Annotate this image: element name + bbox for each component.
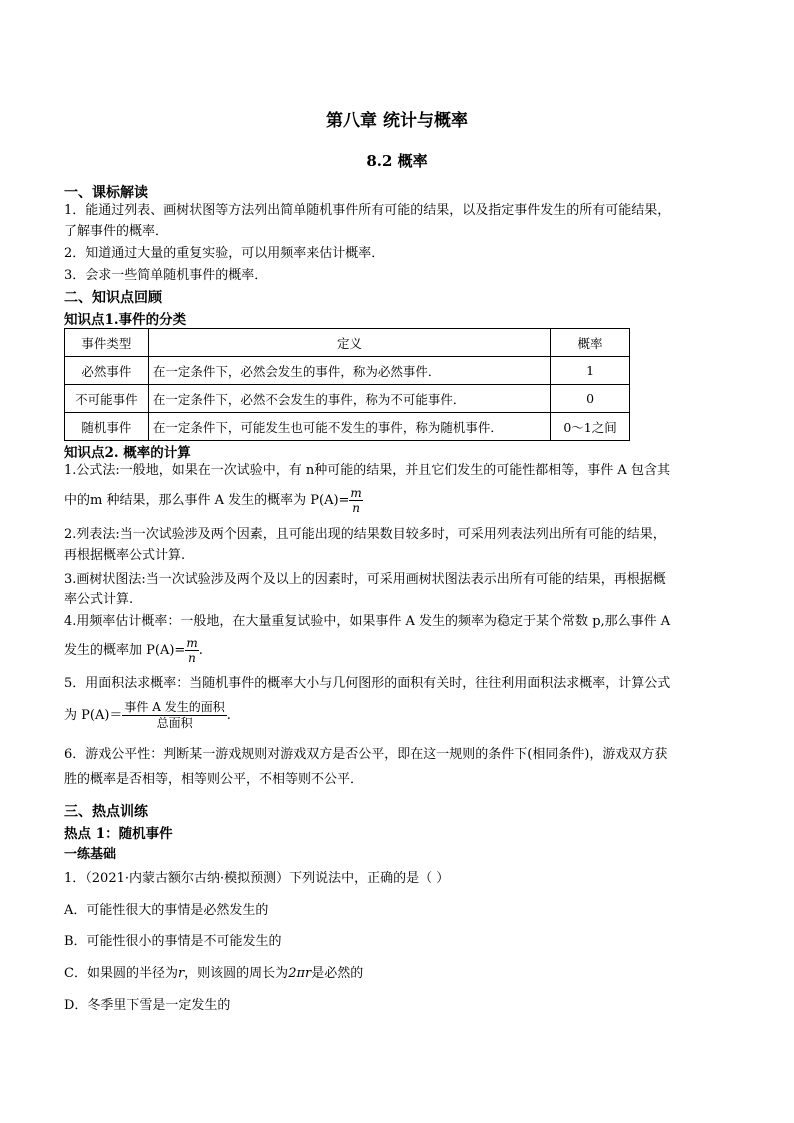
standard-1-line2: 了解事件的概率． bbox=[64, 224, 169, 239]
variable-r: r bbox=[177, 966, 185, 981]
frequency-method-text: 发生的概率加 P(A)= bbox=[64, 643, 186, 658]
expression-2pir: 2πr bbox=[288, 966, 312, 981]
tree-method-line2: 率公式计算. bbox=[64, 592, 134, 607]
fraction-denominator: n bbox=[188, 651, 196, 665]
option-c-text-1: C．如果圆的半径为 bbox=[64, 966, 178, 981]
area-method-line1: 5．用面积法求概率：当随机事件的概率大小与几何图形的面积有关时，往往利用面积法求概率，计算公式 bbox=[64, 676, 671, 691]
period: . bbox=[226, 708, 231, 723]
formula-method-text: 中的m 种结果，那么事件 A 发生的概率为 P(A)= bbox=[64, 493, 350, 508]
hot-topic-1: 热点 1：随机事件 bbox=[64, 826, 173, 842]
option-d: D．冬季里下雪是一定发生的 bbox=[64, 998, 231, 1013]
option-c-text-3: 是必然的 bbox=[311, 966, 364, 981]
table-cell: 1 bbox=[551, 357, 630, 385]
list-method-line2: 再根据概率公式计算. bbox=[64, 548, 186, 563]
table-cell: 必然事件 bbox=[65, 357, 149, 385]
fraction-numerator: m bbox=[186, 636, 198, 650]
heading-standards: 一、课标解读 bbox=[64, 185, 148, 201]
table-cell: 在一定条件下，可能发生也可能不发生的事件，称为随机事件． bbox=[148, 413, 550, 441]
frequency-method-line2 bbox=[64, 636, 203, 666]
fairness-line2: 胜的概率是否相等，相等则公平，不相等则不公平． bbox=[64, 772, 364, 787]
fraction-area bbox=[122, 700, 226, 731]
standard-3: 3．会求一些简单随机事件的概率． bbox=[64, 268, 268, 283]
table-row bbox=[65, 357, 630, 385]
fraction-numerator: m bbox=[350, 486, 362, 500]
frequency-method-line1: 4.用频率估计概率：一般地，在大量重复试验中，如果事件 A 发生的频率为稳定于某个常数 p,那么事件 A bbox=[64, 614, 671, 629]
table-cell: 在一定条件下，必然会发生的事件，称为必然事件． bbox=[148, 357, 550, 385]
question-1: 1．（2021·内蒙古额尔古纳·模拟预测）下列说法中，正确的是（ ） bbox=[64, 871, 450, 886]
area-method-text: 为 P(A)＝ bbox=[64, 708, 123, 723]
heading-hot-training: 三、热点训练 bbox=[64, 804, 148, 820]
table-cell: 不可能事件 bbox=[65, 385, 149, 413]
table-cell: 0 bbox=[551, 385, 630, 413]
event-classification-table bbox=[64, 328, 630, 441]
knowledge-point-2: 知识点2. 概率的计算 bbox=[64, 445, 191, 461]
table-header-cell: 事件类型 bbox=[65, 329, 149, 357]
tree-method-line1: 3.画树状图法:当一次试验涉及两个及以上的因素时，可采用画树状图法表示出所有可能的结果，再根据概 bbox=[64, 572, 666, 587]
fraction-m-over-n bbox=[185, 636, 198, 665]
fraction-m-over-n bbox=[349, 486, 362, 515]
formula-method-line2 bbox=[64, 486, 363, 516]
table-header-row bbox=[65, 329, 630, 357]
area-method-line2 bbox=[64, 698, 231, 734]
standard-1-line1: 1．能通过列表、画树状图等方法列出简单随机事件所有可能的结果，以及指定事件发生的所有可能结果， bbox=[64, 203, 671, 218]
table-header-cell: 定义 bbox=[148, 329, 550, 357]
fraction-denominator: n bbox=[352, 501, 360, 515]
table-row bbox=[65, 385, 630, 413]
list-method-line1: 2.列表法:当一次试验涉及两个因素，且可能出现的结果数目较多时，可采用列表法列出所有可能的结果， bbox=[64, 527, 666, 542]
basic-practice: 一练基础 bbox=[64, 847, 117, 862]
option-b: B．可能性很小的事情是不可能发生的 bbox=[64, 934, 282, 949]
table-cell: 在一定条件下，必然不会发生的事件，称为不可能事件． bbox=[148, 385, 550, 413]
option-a: A．可能性很大的事情是必然发生的 bbox=[64, 903, 269, 918]
option-c bbox=[64, 964, 363, 984]
section-title: 8.2 概率 bbox=[366, 152, 428, 170]
fairness-line1: 6．游戏公平性：判断某一游戏规则对游戏双方是否公平，即在这一规则的条件下(相同条件)，游戏双方获 bbox=[64, 747, 668, 762]
formula-method-line1: 1.公式法:一般地，如果在一次试验中，有 n种可能的结果，并且它们发生的可能性都相等，事件 A 包含其 bbox=[64, 463, 670, 478]
period: . bbox=[198, 643, 203, 658]
heading-review: 二、知识点回顾 bbox=[64, 290, 162, 306]
knowledge-point-1: 知识点1.事件的分类 bbox=[64, 312, 187, 328]
table-cell: 0～1之间 bbox=[551, 413, 630, 441]
chapter-title: 第八章 统计与概率 bbox=[326, 111, 468, 131]
standard-2: 2．知道通过大量的重复实验，可以用频率来估计概率． bbox=[64, 246, 385, 261]
option-c-text-2: ，则该圆的周长为 bbox=[184, 966, 289, 981]
table-cell: 随机事件 bbox=[65, 413, 149, 441]
table-header-cell: 概率 bbox=[551, 329, 630, 357]
fraction-numerator: 事件 A 发生的面积 bbox=[124, 700, 225, 714]
fraction-denominator: 总面积 bbox=[156, 716, 193, 730]
table-row bbox=[65, 413, 630, 441]
